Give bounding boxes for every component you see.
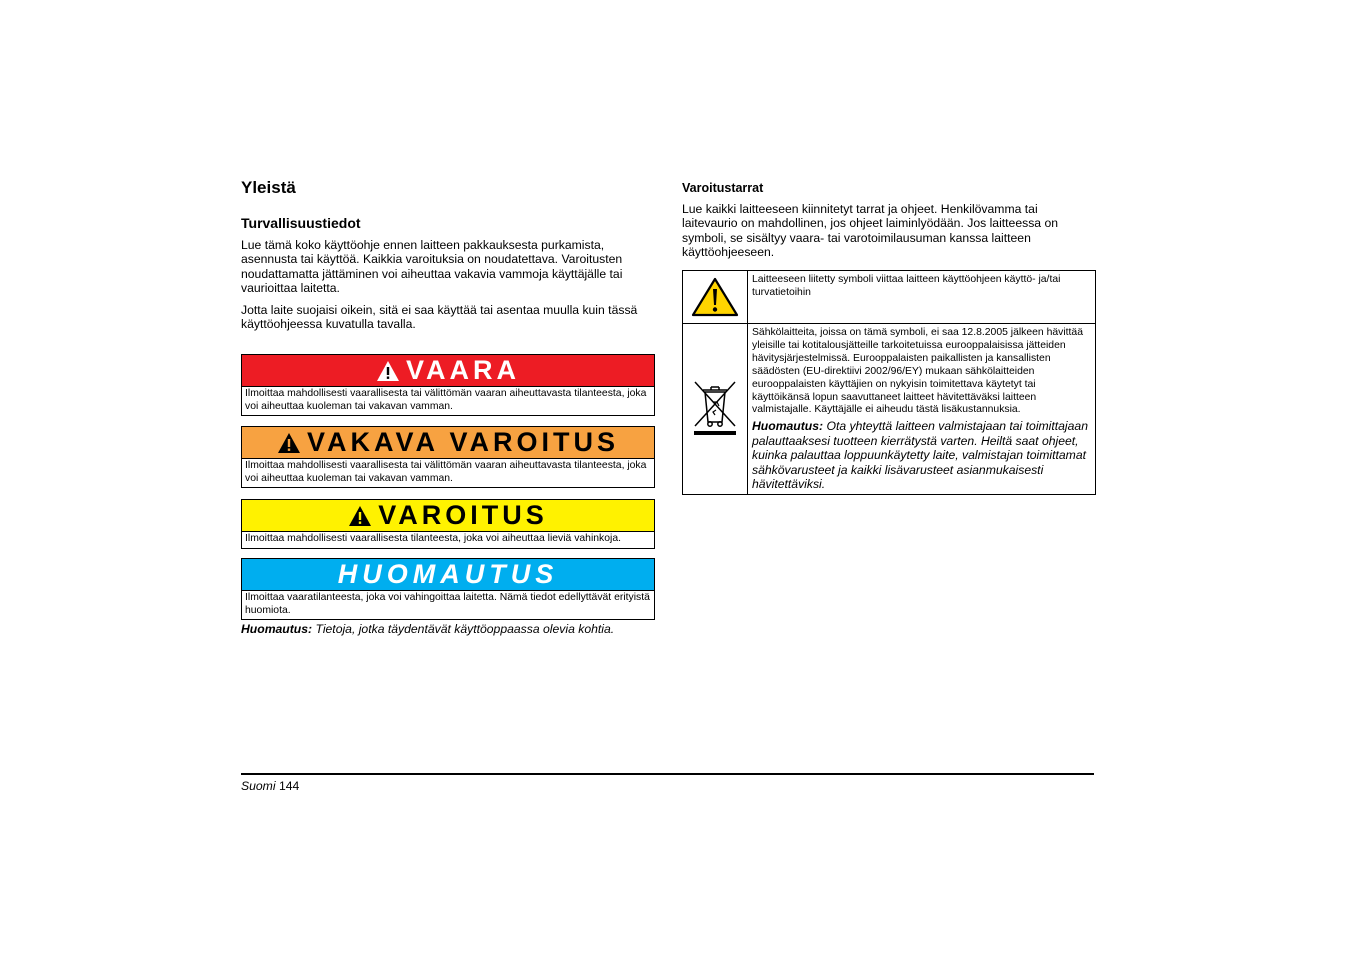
warning-triangle-icon	[691, 277, 739, 317]
danger-signal-box	[241, 354, 655, 416]
weee-note	[752, 419, 1091, 491]
footer-language: Suomi	[241, 779, 276, 793]
notice-signal-box	[241, 558, 655, 620]
warning-triangle-icon	[348, 505, 372, 527]
symbol-cell	[683, 324, 748, 495]
warning-signal-description: Ilmoittaa mahdollisesti vaarallisesta tai välittömän vaaran aiheuttavasta tilanteesta, joka voi aiheuttaa kuoleman tai vakavan vamman.	[245, 460, 647, 484]
warning-signal-word: VAKAVA VAROITUS	[306, 427, 619, 457]
page-footer	[241, 779, 299, 793]
note-line	[241, 622, 661, 636]
table-row	[683, 271, 1096, 324]
warning-signal-box	[241, 426, 655, 488]
note-text: Ota yhteyttä laitteen valmistajaan tai toimittajaan palauttaaksesi tuotteen kierrätystä varten. Heiltä saat ohjeet, kuinka palauttaa loppuunkäytetty laite, valmistajan toimittamat sähkövarusteet ja kaikki lisävarusteet asianmukaisesti hävitettäviksi.	[752, 419, 1088, 491]
safety-subheading: Turvallisuustiedot	[241, 215, 361, 231]
danger-signal-word: VAARA	[406, 355, 520, 385]
warning-signal-header	[242, 427, 654, 459]
notice-signal-word: HUOMAUTUS	[337, 559, 559, 589]
safety-paragraph-2: Jotta laite suojaisi oikein, sitä ei saa käyttää tai asentaa muulla kuin tässä käyttöohjeessa kuvatulla tavalla.	[241, 303, 638, 332]
caution-signal-description: Ilmoittaa mahdollisesti vaarallisesta tilanteesta, joka voi aiheuttaa lieviä vahinkoja.	[245, 533, 621, 544]
labels-heading: Varoitustarrat	[682, 181, 764, 195]
note-text: Tietoja, jotka täydentävät käyttöoppaassa olevia kohtia.	[315, 622, 615, 636]
weee-description: Sähkölaitteita, joissa on tämä symboli, ei saa 12.8.2005 jälkeen hävittää yleisille tai kotitalousjätteille tarkoitetuissa eurooppalaisissa jätteiden hävitysjärjestelmissä. Eurooppalaisten paikallisten ja kansallisten säädösten (EU-direktiivi 2002/96/EY) mukaan sähkölaitteiden eurooppalaisten käyttäjien on nykyisin toimitettava käytetyt tai käyttöikänsä lopun saavuttaneet laitteet hävitettäväksi laitteen valmistajalle. Käyttäjälle ei aiheudu tästä lisäkustannuksia.	[752, 327, 1083, 416]
danger-signal-description: Ilmoittaa mahdollisesti vaarallisesta tai välittömän vaaran aiheuttavasta tilanteesta, joka voi aiheuttaa kuoleman tai vakavan vamman.	[245, 388, 647, 412]
caution-signal-word: VAROITUS	[378, 500, 548, 530]
crossed-out-bin-icon	[691, 376, 739, 438]
footer-divider	[241, 773, 1094, 775]
note-label: Huomautus:	[752, 419, 824, 434]
symbol-cell	[683, 271, 748, 324]
warning-triangle-icon	[277, 432, 301, 454]
danger-signal-header	[242, 355, 654, 387]
notice-signal-header	[242, 559, 654, 591]
note-label: Huomautus:	[241, 622, 313, 636]
caution-signal-box	[241, 499, 655, 549]
page-number: 144	[278, 779, 300, 793]
section-heading: Yleistä	[241, 178, 296, 197]
notice-signal-description: Ilmoittaa vaaratilanteesta, joka voi vahingoittaa laitetta. Nämä tiedot edellyttävät erityistä huomiota.	[245, 592, 650, 616]
table-row	[683, 324, 1096, 495]
labels-intro: Lue kaikki laitteeseen kiinnitetyt tarrat ja ohjeet. Henkilövamma tai laitevaurio on mahdollinen, jos ohjeet laiminlyödään. Jos laitteessa on symboli, se sisältyy vaara- tai varotoimilausuman kanssa laitteen käyttöohjeeseen.	[682, 202, 1059, 260]
symbol-description: Laitteeseen liitetty symboli viittaa laitteen käyttöohjeen käyttö- ja/tai turvatietoihin	[748, 271, 1096, 324]
symbol-table	[682, 270, 1096, 495]
safety-paragraph-1: Lue tämä koko käyttöohje ennen laitteen pakkauksesta purkamista, asennusta tai käyttöä. Kaikkia varoituksia on noudatettava. Varoitusten noudattamatta jättäminen voi aiheuttaa vakavia vammoja käyttäjälle tai vaurioittaa laitetta.	[241, 238, 623, 296]
caution-signal-header	[242, 500, 654, 532]
symbol-description	[748, 324, 1096, 495]
warning-triangle-icon	[376, 360, 400, 382]
